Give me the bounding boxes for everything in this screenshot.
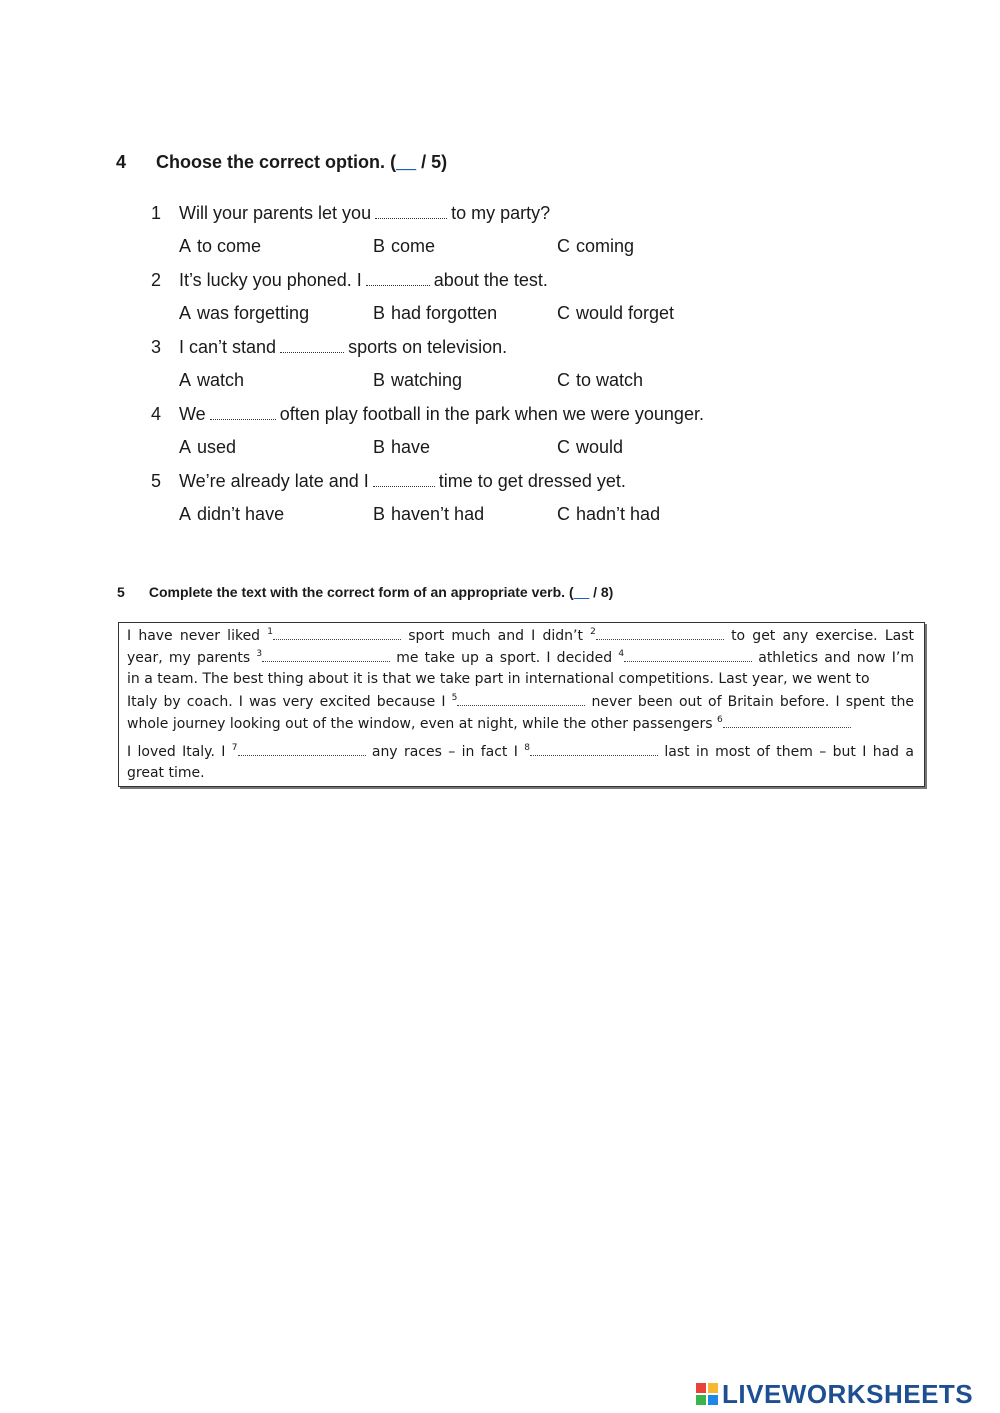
score-field[interactable]: (__ / 8) — [568, 584, 614, 600]
score-field[interactable]: (__ / 5) — [390, 152, 448, 172]
exercise-number: 4 — [116, 152, 127, 172]
answer-gap-5[interactable] — [457, 694, 585, 706]
option-a[interactable]: A to come — [179, 236, 262, 256]
question-4: 4 We often play football in the park when we were younger. — [151, 404, 704, 424]
logo-square — [708, 1383, 718, 1393]
option-a[interactable]: A was forgetting — [179, 303, 310, 323]
text-line-4: Italy by coach. I was very excited because I $^5$ never been out of Britain before. I spent the — [127, 693, 915, 710]
logo-square — [708, 1395, 718, 1405]
option-c[interactable]: C hadn’t had — [557, 504, 661, 524]
exercise-instruction: Complete the text with the correct form of an appropriate verb. — [148, 584, 566, 600]
answer-gap-1[interactable] — [273, 628, 401, 640]
answer-blank[interactable] — [375, 204, 447, 219]
question-1: 1 Will your parents let you to my party? — [151, 203, 551, 223]
option-a[interactable]: A used — [179, 437, 237, 457]
option-c[interactable]: C coming — [557, 236, 635, 256]
answer-gap-8[interactable] — [530, 744, 658, 756]
answer-gap-4[interactable] — [624, 650, 752, 662]
option-a[interactable]: A didn’t have — [179, 504, 285, 524]
question-3: 3 I can’t stand sports on television. — [151, 337, 508, 357]
text-line-6: I loved Italy. I $^7$ any races – in fact I $^8$ last in most of them – but I had a — [127, 743, 914, 760]
answer-blank[interactable] — [210, 405, 276, 420]
logo-square — [696, 1383, 706, 1393]
text-line-3: in a team. The best thing about it is that we take part in international competitions. Last year, we went to — [127, 671, 870, 687]
question-2: 2 It’s lucky you phoned. I about the test. — [151, 270, 548, 290]
answer-gap-2[interactable] — [596, 628, 724, 640]
exercise-instruction: Choose the correct option. — [156, 152, 386, 172]
option-a[interactable]: A watch — [179, 370, 245, 390]
answer-blank[interactable] — [373, 472, 435, 487]
option-c[interactable]: C would — [557, 437, 624, 457]
exercise-5-heading — [117, 584, 613, 600]
answer-gap-7[interactable] — [238, 744, 366, 756]
option-b[interactable]: B have — [373, 437, 431, 457]
text-box — [118, 622, 925, 787]
logo-square — [696, 1395, 706, 1405]
answer-gap-6[interactable] — [723, 716, 851, 728]
text-line-2: year, my parents $^3$ me take up a sport. I decided $^4$ athletics and now I’m — [127, 649, 914, 666]
logo-text: LIVEWORKSHEETS — [722, 1378, 974, 1409]
answer-gap-3[interactable] — [262, 650, 390, 662]
option-b[interactable]: B come — [373, 236, 436, 256]
option-b[interactable]: B watching — [373, 370, 463, 390]
exercise-number: 5 — [117, 584, 125, 600]
text-line-5: whole journey looking out of the window, even at night, while the other passengers $^6$ — [127, 715, 914, 732]
option-c[interactable]: C would forget — [557, 303, 675, 323]
question-5: 5 We’re already late and I time to get dressed yet. — [151, 471, 626, 491]
answer-blank[interactable] — [280, 338, 344, 353]
text-line-7: great time. — [127, 765, 205, 781]
option-b[interactable]: B had forgotten — [373, 303, 498, 323]
option-b[interactable]: B haven’t had — [373, 504, 485, 524]
liveworksheets-logo — [696, 1379, 973, 1409]
text-line-1: I have never liked $^1$ sport much and I didn’t $^2$ to get any exercise. Last — [127, 627, 914, 644]
logo-grid-icon — [696, 1383, 718, 1405]
answer-blank[interactable] — [366, 271, 430, 286]
exercise-4-heading — [116, 152, 447, 173]
option-c[interactable]: C to watch — [557, 370, 644, 390]
